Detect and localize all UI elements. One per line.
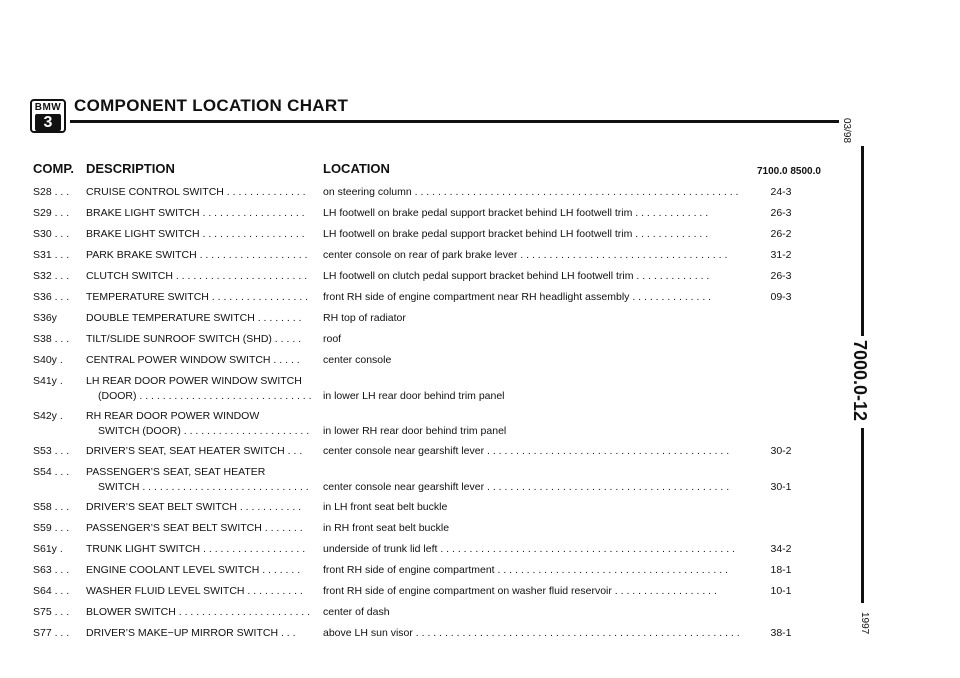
page-title: COMPONENT LOCATION CHART bbox=[74, 96, 349, 115]
table-row bbox=[0, 585, 960, 606]
column-header-pages: 7100.0 8500.0 bbox=[757, 166, 821, 177]
component-location: above LH sun visor . . . . . . . . . . . . . . . . . . . . . . . . . . . . . . . . . . . . . . . . . . . . . . . . . . . . . . . . bbox=[323, 627, 740, 639]
component-code: S63 . . . bbox=[33, 564, 70, 576]
component-location: center console near gearshift lever . . . . . . . . . . . . . . . . . . . . . . . . . . . . . . . . . . . . . . . . . . bbox=[323, 481, 730, 493]
table-row bbox=[0, 522, 960, 543]
table-row bbox=[0, 312, 960, 333]
component-description: DRIVER’S SEAT BELT SWITCH . . . . . . . . . . . bbox=[86, 501, 302, 513]
component-description: DRIVER’S MAKE−UP MIRROR SWITCH . . . bbox=[86, 627, 296, 639]
component-page-ref: 34-2 bbox=[770, 543, 792, 555]
component-location: LH footwell on clutch pedal support bracket behind LH footwell trim . . . . . . . . . . . . . bbox=[323, 270, 710, 282]
component-description: CLUTCH SWITCH . . . . . . . . . . . . . . . . . . . . . . . bbox=[86, 270, 308, 282]
component-description-cont: SWITCH (DOOR) . . . . . . . . . . . . . . . . . . . . . . bbox=[98, 425, 310, 437]
title-divider bbox=[70, 120, 839, 123]
component-location: in lower LH rear door behind trim panel bbox=[323, 390, 505, 402]
component-location: center console on rear of park brake lever . . . . . . . . . . . . . . . . . . . . . . . . . . . . . . . . . . . . bbox=[323, 249, 728, 261]
component-code: S40y . bbox=[33, 354, 63, 366]
component-description: RH REAR DOOR POWER WINDOW bbox=[86, 410, 260, 422]
component-page-ref: 18-1 bbox=[770, 564, 792, 576]
bmw-logo bbox=[30, 99, 66, 133]
component-location: LH footwell on brake pedal support bracket behind LH footwell trim . . . . . . . . . . . . . bbox=[323, 228, 709, 240]
component-description-cont: SWITCH . . . . . . . . . . . . . . . . . . . . . . . . . . . . . bbox=[98, 481, 309, 493]
component-code: S75 . . . bbox=[33, 606, 70, 618]
table-row bbox=[0, 543, 960, 564]
table-row bbox=[0, 228, 960, 249]
table-row bbox=[0, 207, 960, 228]
side-year: 1997 bbox=[859, 612, 870, 635]
table-row bbox=[0, 186, 960, 207]
component-code: S38 . . . bbox=[33, 333, 70, 345]
component-code: S30 . . . bbox=[33, 228, 70, 240]
component-description: BRAKE LIGHT SWITCH . . . . . . . . . . . . . . . . . . bbox=[86, 207, 305, 219]
component-location: roof bbox=[323, 333, 342, 345]
component-location: center console bbox=[323, 354, 392, 366]
table-row bbox=[0, 627, 960, 648]
component-location: underside of trunk lid left . . . . . . . . . . . . . . . . . . . . . . . . . . . . . . . . . . . . . . . . . . . . . . . . . . . bbox=[323, 543, 735, 555]
component-description: BLOWER SWITCH . . . . . . . . . . . . . . . . . . . . . . . bbox=[86, 606, 311, 618]
component-description: CRUISE CONTROL SWITCH . . . . . . . . . . . . . . bbox=[86, 186, 306, 198]
component-description: DRIVER’S SEAT, SEAT HEATER SWITCH . . . bbox=[86, 445, 303, 457]
table-row bbox=[0, 333, 960, 354]
component-location: in LH front seat belt buckle bbox=[323, 501, 448, 513]
side-date: 03/98 bbox=[841, 118, 852, 144]
component-location: RH top of radiator bbox=[323, 312, 406, 324]
component-location: center console near gearshift lever . . . . . . . . . . . . . . . . . . . . . . . . . . . . . . . . . . . . . . . . . . bbox=[323, 445, 730, 457]
component-code: S36y bbox=[33, 312, 57, 324]
component-description: PASSENGER’S SEAT BELT SWITCH . . . . . . . bbox=[86, 522, 303, 534]
component-code: S32 . . . bbox=[33, 270, 70, 282]
component-code: S31 . . . bbox=[33, 249, 70, 261]
column-header-location: LOCATION bbox=[323, 161, 390, 176]
component-description: ENGINE COOLANT LEVEL SWITCH . . . . . . . bbox=[86, 564, 301, 576]
component-page-ref: 24-3 bbox=[770, 186, 792, 198]
component-code: S61y . bbox=[33, 543, 63, 555]
table-row bbox=[0, 291, 960, 312]
side-page-code: 7000.0-12 bbox=[850, 340, 870, 422]
component-page-ref: 38-1 bbox=[770, 627, 792, 639]
component-code: S36 . . . bbox=[33, 291, 70, 303]
column-header-description: DESCRIPTION bbox=[86, 161, 175, 176]
table-row bbox=[0, 501, 960, 522]
component-page-ref: 10-1 bbox=[770, 585, 792, 597]
component-description: BRAKE LIGHT SWITCH . . . . . . . . . . . . . . . . . . bbox=[86, 228, 305, 240]
logo-brand: BMW bbox=[34, 102, 62, 113]
component-location: front RH side of engine compartment near RH headlight assembly . . . . . . . . . . . . . . bbox=[323, 291, 712, 303]
table-row bbox=[0, 466, 960, 501]
component-description: TRUNK LIGHT SWITCH . . . . . . . . . . . . . . . . . . bbox=[86, 543, 306, 555]
component-code: S54 . . . bbox=[33, 466, 70, 478]
table-row bbox=[0, 410, 960, 445]
table-row bbox=[0, 445, 960, 466]
component-page-ref: 26-3 bbox=[770, 207, 792, 219]
component-code: S77 . . . bbox=[33, 627, 70, 639]
column-header-comp: COMP. bbox=[33, 161, 74, 176]
component-page-ref: 30-2 bbox=[770, 445, 792, 457]
component-description-cont: (DOOR) . . . . . . . . . . . . . . . . . . . . . . . . . . . . . . bbox=[98, 390, 312, 402]
component-description: LH REAR DOOR POWER WINDOW SWITCH bbox=[86, 375, 302, 387]
component-location: in lower RH rear door behind trim panel bbox=[323, 425, 507, 437]
table-row bbox=[0, 270, 960, 291]
component-page-ref: 30-1 bbox=[770, 481, 792, 493]
logo-series: 3 bbox=[35, 114, 61, 131]
component-description: PARK BRAKE SWITCH . . . . . . . . . . . . . . . . . . . bbox=[86, 249, 308, 261]
component-description: TILT/SLIDE SUNROOF SWITCH (SHD) . . . . . bbox=[86, 333, 302, 345]
component-location: in RH front seat belt buckle bbox=[323, 522, 450, 534]
component-code: S41y . bbox=[33, 375, 63, 387]
component-code: S29 . . . bbox=[33, 207, 70, 219]
component-description: WASHER FLUID LEVEL SWITCH . . . . . . . . . . bbox=[86, 585, 303, 597]
table-row bbox=[0, 375, 960, 410]
table-row bbox=[0, 564, 960, 585]
component-code: S28 . . . bbox=[33, 186, 70, 198]
component-description: DOUBLE TEMPERATURE SWITCH . . . . . . . . bbox=[86, 312, 302, 324]
component-page-ref: 31-2 bbox=[770, 249, 792, 261]
component-description: CENTRAL POWER WINDOW SWITCH . . . . . bbox=[86, 354, 300, 366]
component-code: S42y . bbox=[33, 410, 63, 422]
component-code: S59 . . . bbox=[33, 522, 70, 534]
table-row bbox=[0, 354, 960, 375]
component-location: on steering column . . . . . . . . . . . . . . . . . . . . . . . . . . . . . . . . . . . . . . . . . . . . . . . . . . . . . . . . bbox=[323, 186, 739, 198]
component-location: front RH side of engine compartment . . . . . . . . . . . . . . . . . . . . . . . . . . . . . . . . . . . . . . . . bbox=[323, 564, 728, 576]
component-code: S53 . . . bbox=[33, 445, 70, 457]
component-code: S64 . . . bbox=[33, 585, 70, 597]
component-table bbox=[0, 186, 960, 648]
component-page-ref: 26-3 bbox=[770, 270, 792, 282]
component-code: S58 . . . bbox=[33, 501, 70, 513]
component-location: center of dash bbox=[323, 606, 390, 618]
table-row bbox=[0, 249, 960, 270]
component-description: PASSENGER’S SEAT, SEAT HEATER bbox=[86, 466, 266, 478]
component-location: LH footwell on brake pedal support bracket behind LH footwell trim . . . . . . . . . . . . . bbox=[323, 207, 709, 219]
component-page-ref: 26-2 bbox=[770, 228, 792, 240]
component-location: front RH side of engine compartment on washer fluid reservoir . . . . . . . . . . . . . . . . . . bbox=[323, 585, 717, 597]
component-page-ref: 09-3 bbox=[770, 291, 792, 303]
component-description: TEMPERATURE SWITCH . . . . . . . . . . . . . . . . . bbox=[86, 291, 309, 303]
table-row bbox=[0, 606, 960, 627]
